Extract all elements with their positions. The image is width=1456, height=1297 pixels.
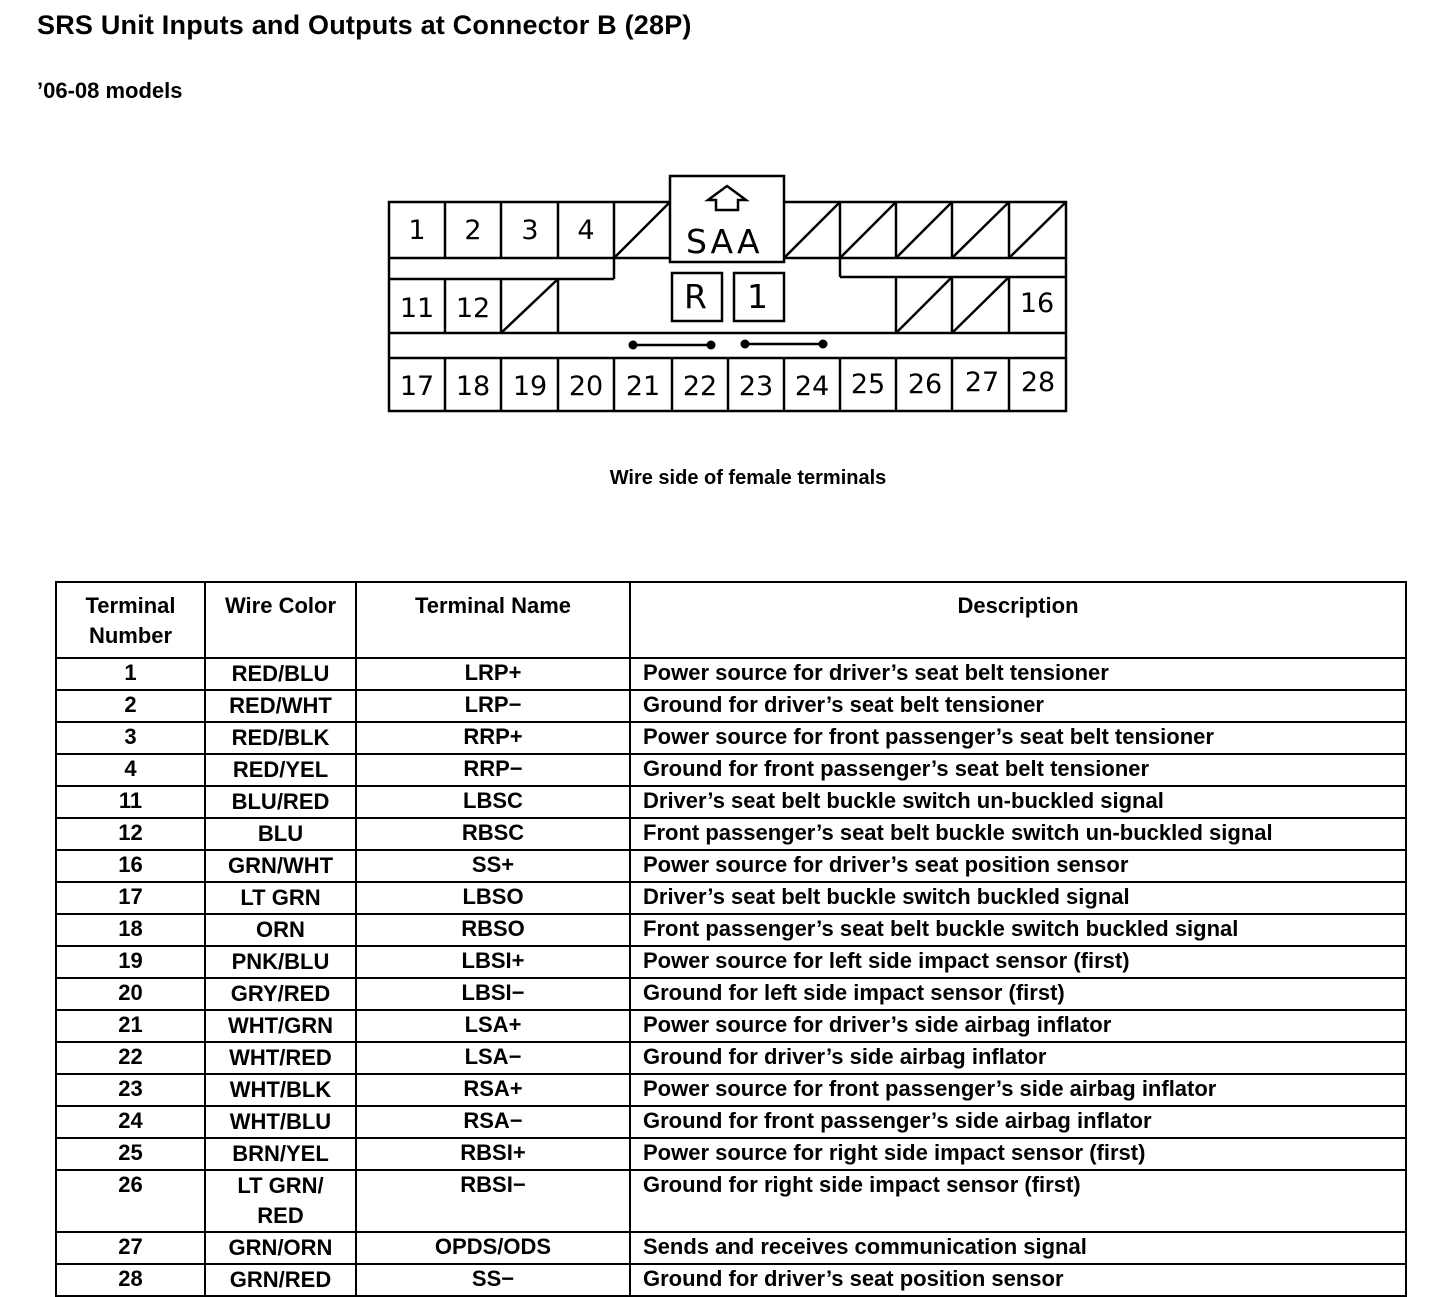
cell-terminal-name: LSA+ [356, 1010, 630, 1042]
cell-terminal-number: 20 [56, 978, 205, 1010]
pin-label: 2 [464, 215, 482, 246]
connector-label: SAA [686, 222, 763, 261]
cell-description: Power source for driver’s seat belt tensioner [630, 658, 1406, 690]
terminal-table [55, 581, 1407, 1297]
cell-description: Ground for driver’s side airbag inflator [630, 1042, 1406, 1074]
cell-terminal-number: 27 [56, 1232, 205, 1264]
table-row [56, 1042, 1406, 1074]
cell-wire-color: GRN/ORN [205, 1232, 356, 1264]
pin-label: 11 [399, 293, 435, 324]
table-row [56, 1074, 1406, 1106]
table-row [56, 754, 1406, 786]
cell-wire-color: BLU [205, 818, 356, 850]
cell-terminal-name: LRP− [356, 690, 630, 722]
cell-description: Driver’s seat belt buckle switch buckled signal [630, 882, 1406, 914]
table-row [56, 946, 1406, 978]
pin-label: 17 [399, 371, 435, 402]
table-row [56, 1170, 1406, 1232]
cell-terminal-number: 28 [56, 1264, 205, 1296]
cell-description: Power source for left side impact sensor (first) [630, 946, 1406, 978]
cell-description: Ground for right side impact sensor (first) [630, 1170, 1406, 1232]
cell-terminal-name: RBSO [356, 914, 630, 946]
cell-terminal-name: LSA− [356, 1042, 630, 1074]
cell-terminal-number: 16 [56, 850, 205, 882]
cell-wire-color: BLU/RED [205, 786, 356, 818]
table-header-row [56, 582, 1406, 658]
model-years: ’06-08 models [37, 78, 183, 103]
cell-terminal-number: 12 [56, 818, 205, 850]
cell-description: Power source for driver’s seat position sensor [630, 850, 1406, 882]
header-description: Description [630, 582, 1406, 658]
cell-wire-color: BRN/YEL [205, 1138, 356, 1170]
cell-terminal-number: 2 [56, 690, 205, 722]
cell-wire-color: LT GRN [205, 882, 356, 914]
cell-wire-color: ORN [205, 914, 356, 946]
cell-terminal-name: RBSI− [356, 1170, 630, 1232]
cell-terminal-number: 22 [56, 1042, 205, 1074]
table-row [56, 690, 1406, 722]
diagram-caption: Wire side of female terminals [609, 467, 887, 489]
cell-description: Sends and receives communication signal [630, 1232, 1406, 1264]
cell-terminal-name: RRP+ [356, 722, 630, 754]
pin-label: 19 [512, 371, 548, 402]
cell-terminal-name: LBSC [356, 786, 630, 818]
table-row [56, 1232, 1406, 1264]
pin-label: 18 [455, 371, 491, 402]
cell-terminal-number: 24 [56, 1106, 205, 1138]
pin-label: 16 [1019, 288, 1055, 319]
table-row [56, 818, 1406, 850]
cell-terminal-number: 3 [56, 722, 205, 754]
pin-label: 3 [521, 215, 539, 246]
pin-label: 12 [455, 293, 491, 324]
cell-terminal-number: 1 [56, 658, 205, 690]
cell-terminal-name: RBSI+ [356, 1138, 630, 1170]
cell-wire-color: GRY/RED [205, 978, 356, 1010]
pin-label: 22 [682, 371, 718, 402]
cell-wire-color: PNK/BLU [205, 946, 356, 978]
table-row [56, 1010, 1406, 1042]
pin-label: 26 [907, 369, 943, 400]
cell-description: Front passenger’s seat belt buckle switch un-buckled signal [630, 818, 1406, 850]
table-row [56, 850, 1406, 882]
cell-terminal-name: RRP− [356, 754, 630, 786]
header-wire-color: Wire Color [205, 582, 356, 658]
cell-terminal-name: SS− [356, 1264, 630, 1296]
cell-wire-color: WHT/BLU [205, 1106, 356, 1138]
cell-wire-color: WHT/BLK [205, 1074, 356, 1106]
cell-description: Power source for right side impact sensor (first) [630, 1138, 1406, 1170]
wire-color-line: LT GRN/ [237, 1173, 324, 1198]
cell-terminal-number: 18 [56, 914, 205, 946]
table-row [56, 658, 1406, 690]
cell-terminal-name: OPDS/ODS [356, 1232, 630, 1264]
cell-terminal-number: 4 [56, 754, 205, 786]
cell-wire-color: RED/BLU [205, 658, 356, 690]
cell-wire-color: WHT/GRN [205, 1010, 356, 1042]
cell-terminal-name: LRP+ [356, 658, 630, 690]
table-row [56, 978, 1406, 1010]
cell-wire-color: RED/WHT [205, 690, 356, 722]
key-1: 1 [747, 277, 771, 316]
table-row [56, 1138, 1406, 1170]
cell-wire-color [205, 1170, 356, 1232]
cell-terminal-name: LBSO [356, 882, 630, 914]
cell-terminal-name: LBSI+ [356, 946, 630, 978]
table-row [56, 1264, 1406, 1296]
pin-label: 4 [577, 215, 595, 246]
cell-terminal-name: LBSI− [356, 978, 630, 1010]
cell-description: Ground for driver’s seat belt tensioner [630, 690, 1406, 722]
cell-terminal-number: 19 [56, 946, 205, 978]
table-row [56, 914, 1406, 946]
header-terminal-name: Terminal Name [356, 582, 630, 658]
pin-label: 23 [738, 371, 774, 402]
cell-terminal-number: 11 [56, 786, 205, 818]
cell-terminal-name: SS+ [356, 850, 630, 882]
cell-wire-color: GRN/WHT [205, 850, 356, 882]
cell-terminal-name: RBSC [356, 818, 630, 850]
cell-terminal-number: 21 [56, 1010, 205, 1042]
cell-description: Power source for front passenger’s side airbag inflator [630, 1074, 1406, 1106]
pin-label: 25 [850, 369, 886, 400]
pin-label: 24 [794, 371, 830, 402]
table-row [56, 786, 1406, 818]
cell-terminal-name: RSA− [356, 1106, 630, 1138]
cell-wire-color: WHT/RED [205, 1042, 356, 1074]
cell-description: Ground for driver’s seat position sensor [630, 1264, 1406, 1296]
pin-label: 1 [408, 215, 426, 246]
pin-label: 21 [625, 371, 661, 402]
cell-wire-color: RED/YEL [205, 754, 356, 786]
table-row [56, 722, 1406, 754]
cell-terminal-number: 23 [56, 1074, 205, 1106]
cell-description: Ground for front passenger’s side airbag inflator [630, 1106, 1406, 1138]
page-title: SRS Unit Inputs and Outputs at Connector B (28P) [37, 10, 692, 40]
wire-color-line: RED [257, 1203, 304, 1228]
cell-description: Power source for front passenger’s seat belt tensioner [630, 722, 1406, 754]
cell-wire-color: GRN/RED [205, 1264, 356, 1296]
table-row [56, 882, 1406, 914]
pin-label: 27 [964, 367, 1000, 398]
pin-label: 28 [1020, 367, 1056, 398]
header-terminal-number: Terminal Number [56, 582, 205, 658]
cell-terminal-name: RSA+ [356, 1074, 630, 1106]
connector-diagram [0, 0, 1456, 460]
cell-wire-color: RED/BLK [205, 722, 356, 754]
cell-description: Ground for left side impact sensor (first) [630, 978, 1406, 1010]
cell-terminal-number: 26 [56, 1170, 205, 1232]
cell-terminal-number: 25 [56, 1138, 205, 1170]
cell-description: Ground for front passenger’s seat belt tensioner [630, 754, 1406, 786]
cell-description: Front passenger’s seat belt buckle switch buckled signal [630, 914, 1406, 946]
table-row [56, 1106, 1406, 1138]
key-r: R [684, 277, 710, 316]
pin-label: 20 [568, 371, 604, 402]
cell-description: Power source for driver’s side airbag inflator [630, 1010, 1406, 1042]
cell-terminal-number: 17 [56, 882, 205, 914]
cell-description: Driver’s seat belt buckle switch un-buckled signal [630, 786, 1406, 818]
